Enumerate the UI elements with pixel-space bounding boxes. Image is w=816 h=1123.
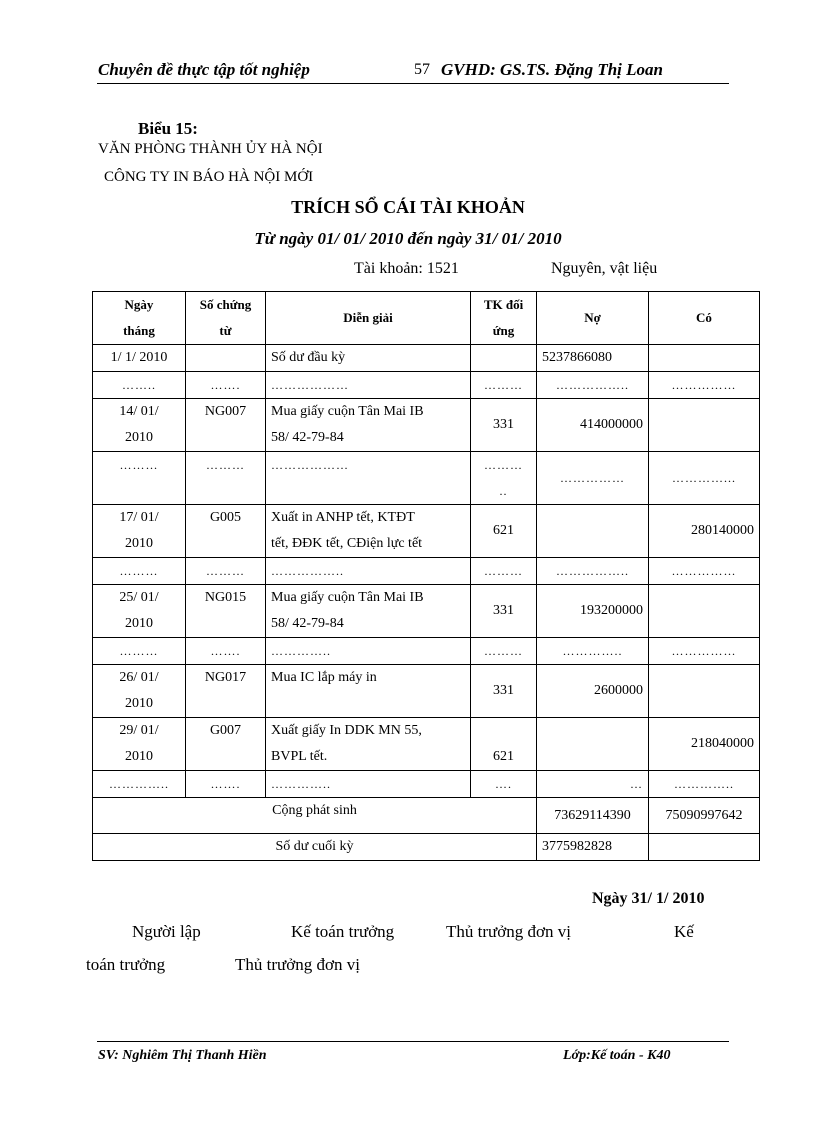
org-name-1: VĂN PHÒNG THÀNH ỦY HÀ NỘI: [98, 141, 323, 157]
footer-rule: [97, 1041, 729, 1042]
cell-desc: Mua IC lắp máy in: [266, 665, 471, 718]
cell-credit: 280140000: [649, 505, 760, 558]
table-row: [93, 399, 760, 452]
cell-dots: …………..: [93, 771, 186, 798]
table-row: [93, 505, 760, 558]
cell-acct: 331: [471, 399, 537, 452]
cell-desc: Mua giấy cuộn Tân Mai IB 58/ 42-79-84: [266, 585, 471, 638]
cell-credit: [649, 345, 760, 372]
cell-debit: 193200000: [537, 585, 649, 638]
total-row: [93, 798, 760, 834]
doc-period: Từ ngày 01/ 01/ 2010 đến ngày 31/ 01/ 2010: [254, 229, 562, 248]
signer-extra-1: Kế: [674, 922, 694, 941]
cell-dots: ……………..: [537, 372, 649, 399]
cell-debit: 2600000: [537, 665, 649, 718]
cell-dots: ……………: [649, 372, 760, 399]
cell-debit: [537, 505, 649, 558]
cell-voucher: NG017: [186, 665, 266, 718]
table-row: [93, 665, 760, 718]
ellipsis-row: [93, 638, 760, 665]
closing-debit: 3775982828: [537, 834, 649, 861]
account-number: Tài khoản: 1521: [354, 260, 459, 277]
org-name-2: CÔNG TY IN BÁO HÀ NỘI MỚI: [104, 169, 314, 185]
cell-dots: …….: [186, 771, 266, 798]
cell-dots: …………..: [266, 771, 471, 798]
cell-debit: 414000000: [537, 399, 649, 452]
closing-label: Số dư cuối kỳ: [93, 834, 537, 861]
cell-desc: Mua giấy cuộn Tân Mai IB 58/ 42-79-84: [266, 399, 471, 452]
ledger-table: [92, 291, 760, 861]
cell-acct: [471, 345, 537, 372]
table-row: [93, 718, 760, 771]
cell-desc: Số dư đầu kỳ: [266, 345, 471, 372]
total-credit: 75090997642: [649, 798, 760, 834]
cell-dots: ………………: [266, 372, 471, 399]
cell-dots: ………: [471, 558, 537, 585]
cell-dots: ……………: [537, 452, 649, 505]
cell-dots: ………………: [266, 452, 471, 505]
cell-voucher: NG007: [186, 399, 266, 452]
cell-credit: [649, 665, 760, 718]
cell-date: 29/ 01/ 2010: [93, 718, 186, 771]
cell-dots: …………..: [649, 771, 760, 798]
col-acct-header: TK đối ứng: [471, 292, 537, 345]
cell-date: 14/ 01/ 2010: [93, 399, 186, 452]
account-name: Nguyên, vật liệu: [551, 260, 658, 277]
signer-head: Thủ trưởng đơn vị: [446, 922, 571, 941]
cell-dots: …….: [186, 638, 266, 665]
cell-dots: …: [537, 771, 649, 798]
cell-dots: ………: [93, 558, 186, 585]
cell-acct: 331: [471, 585, 537, 638]
cell-acct: 621: [471, 718, 537, 771]
ellipsis-row: [93, 372, 760, 399]
cell-credit: [649, 585, 760, 638]
cell-dots: …………..: [537, 638, 649, 665]
cell-date: 1/ 1/ 2010: [93, 345, 186, 372]
footer-student: SV: Nghiêm Thị Thanh Hiền: [98, 1048, 267, 1063]
signoff-date: Ngày 31/ 1/ 2010: [592, 890, 705, 907]
cell-desc: Xuất giấy In DDK MN 55, BVPL tết.: [266, 718, 471, 771]
cell-acct: 331: [471, 665, 537, 718]
signer-extra-3: Thủ trưởng đơn vị: [235, 955, 360, 974]
cell-voucher: G005: [186, 505, 266, 558]
ellipsis-row: [93, 558, 760, 585]
exhibit-label: Biểu 15:: [138, 119, 198, 138]
closing-row: [93, 834, 760, 861]
cell-dots: ………: [186, 558, 266, 585]
ellipsis-row: [93, 452, 760, 505]
cell-dots: ……………..: [537, 558, 649, 585]
total-debit: 73629114390: [537, 798, 649, 834]
cell-credit: 218040000: [649, 718, 760, 771]
cell-debit: [537, 718, 649, 771]
cell-date: 26/ 01/ 2010: [93, 665, 186, 718]
header-advisor: GVHD: GS.TS. Đặng Thị Loan: [441, 60, 663, 79]
header-rule: [97, 83, 729, 84]
cell-acct: 621: [471, 505, 537, 558]
signer-preparer: Người lập: [132, 922, 201, 941]
doc-title: TRÍCH SỔ CÁI TÀI KHOẢN: [291, 197, 525, 217]
cell-dots: ………: [471, 638, 537, 665]
cell-date: 17/ 01/ 2010: [93, 505, 186, 558]
header-title: Chuyên đề thực tập tốt nghiệp: [98, 60, 310, 79]
cell-dots: ………: [186, 452, 266, 505]
page-number: 57: [414, 61, 430, 78]
col-voucher-header: Số chứng từ: [186, 292, 266, 345]
cell-credit: [649, 399, 760, 452]
cell-voucher: NG015: [186, 585, 266, 638]
cell-dots: ……………: [649, 638, 760, 665]
total-label: Cộng phát sinh: [93, 798, 537, 834]
footer-class: Lớp:Kế toán - K40: [563, 1048, 671, 1063]
cell-dots: ……………: [649, 558, 760, 585]
signer-chief-accountant: Kế toán trưởng: [291, 922, 395, 941]
signer-extra-2: toán trưởng: [86, 955, 166, 974]
cell-dots: ……………..: [266, 558, 471, 585]
closing-credit: [649, 834, 760, 861]
cell-dots: …………..: [266, 638, 471, 665]
cell-dots: ….: [471, 771, 537, 798]
table-row: [93, 345, 760, 372]
ellipsis-row: [93, 771, 760, 798]
cell-voucher: G007: [186, 718, 266, 771]
cell-date: 25/ 01/ 2010: [93, 585, 186, 638]
table-header-row: [93, 292, 760, 345]
cell-dots: ………: [93, 638, 186, 665]
cell-debit: 5237866080: [537, 345, 649, 372]
col-credit-header: Có: [649, 292, 760, 345]
cell-voucher: [186, 345, 266, 372]
cell-dots: ………: [93, 452, 186, 505]
table-row: [93, 585, 760, 638]
cell-desc: Xuất in ANHP tết, KTĐT tết, ĐĐK tết, CĐiện lực tết: [266, 505, 471, 558]
cell-dots: ………: [471, 372, 537, 399]
cell-dots: ……..: [93, 372, 186, 399]
col-desc-header: Diễn giải: [266, 292, 471, 345]
cell-dots: ……… ..: [471, 452, 537, 505]
cell-dots: …………...: [649, 452, 760, 505]
col-date-header: Ngày tháng: [93, 292, 186, 345]
cell-dots: …….: [186, 372, 266, 399]
col-debit-header: Nợ: [537, 292, 649, 345]
